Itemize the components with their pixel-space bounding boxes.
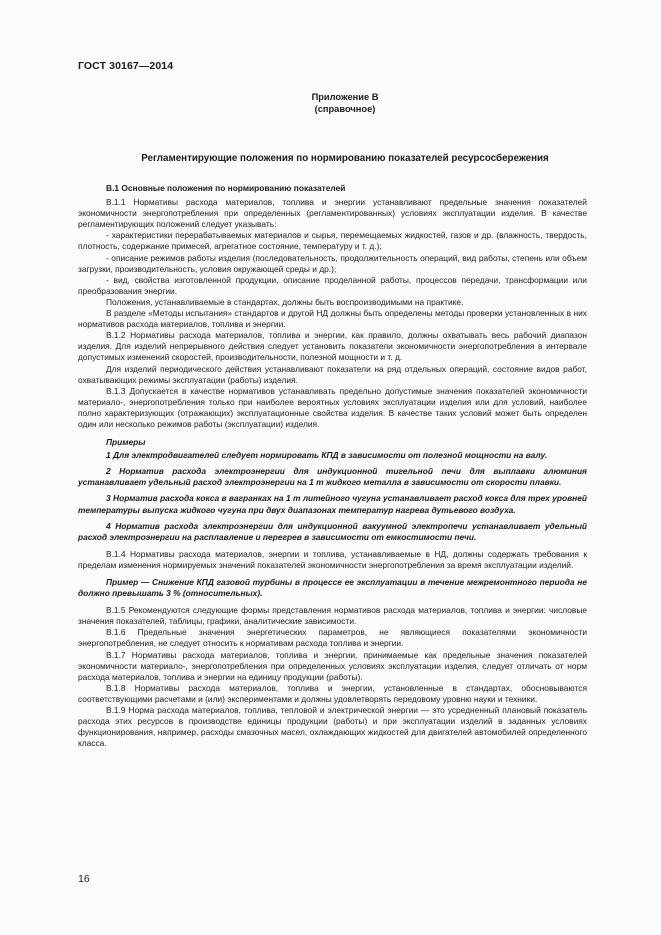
appendix-subtitle: (справочное) — [314, 104, 376, 114]
appendix-title: Приложение В — [311, 92, 379, 102]
paragraph: В.1.9 Норма расхода материалов, топлива, тепловой и электрической энергии — это усредненный плановый показатель расхода этих ресурсов в производстве единицы продукции (работы) и при эксплуатации изделий в заданных условиях функционирования, например, расходы смазочных масел, охлаждающих жидкостей для двигателей автомобилей определенного класса. — [78, 705, 587, 749]
example-item: 2 Норматив расхода электроэнергии для индукционной тигельной печи для выплавки алюминия устанавливает удельный расход электроэнергии на 1 т жидкого металла в зависимости от скорости плавки. — [78, 466, 587, 488]
body-text — [78, 183, 587, 749]
paragraph: В.1.2 Нормативы расхода материалов, топлива и энергии, как правило, должны охватывать весь рабочий диапазон изделия. Для изделий непрерывного действия следует установить показатели экономичности энергопотребления в интервале допустимых изменений скоростей, производительности, полезной мощности и т. д. — [78, 330, 587, 363]
list-item: - описание режимов работы изделия (последовательность, продолжительность операций, вид работы, степень или объем загрузки, производительность, условия окружающей среды и др.); — [78, 252, 587, 274]
document-code: ГОСТ 30167—2014 — [78, 60, 174, 72]
paragraph: В.1.8 Нормативы расхода материалов, топлива и энергии, установленные в стандартах, обосновываются соответствующими расчетами и (или) экспериментами и должны удовлетворять передовому уровню науки и техники. — [78, 682, 587, 704]
appendix-block — [0, 91, 661, 115]
section-heading: В.1 Основные положения по нормированию показателей — [106, 183, 346, 193]
paragraph: Для изделий периодического действия устанавливают показатели на ряд отдельных операций, состояние видов работ, охватывающих режимы эксплуатации (работы) изделия. — [78, 363, 587, 385]
example-item: 1 Для электродвигателей следует нормировать КПД в зависимости от полезной мощности на валу. — [106, 450, 548, 461]
appendix-heading: Регламентирующие положения по нормированию показателей ресурсосбережения — [141, 153, 549, 164]
paragraph: В.1.1 Нормативы расхода материалов, топлива и энергии устанавливают предельные значения показателей экономичности энергопотребления при определенных (регламентированных) условиях эксплуатации изделия. В качестве регламентирующих положений следует указывать: — [78, 197, 587, 230]
paragraph: В разделе «Методы испытания» стандартов и другой НД должны быть определены методы проверки установленных в них нормативов расхода материалов, топлива и энергии. — [78, 308, 587, 330]
paragraph: В.1.4 Нормативы расхода материалов, энергии и топлива, устанавливаемые в НД, должны содержать требования к пределам изменения нормируемых значений показателей экономичности энергопотребления за время эксплуатации изделий. — [78, 548, 587, 570]
example-note: Пример — Снижение КПД газовой турбины в процессе ее эксплуатации в течение межремонтного периода не должно превышать 3 % (относительных). — [78, 577, 587, 599]
paragraph: В.1.7 Нормативы расхода материалов, топлива и энергии, принимаемые как предельные значения показателей экономичности материало-, энергопотребления при определенных условиях эксплуатации изделия, следует отличать от норм расхода материалов, топлива и энергии на единицу продукции (работы). — [78, 649, 587, 682]
examples-heading: Примеры — [106, 437, 146, 448]
paragraph: Положения, устанавливаемые в стандартах, должны быть воспроизводимыми на практике. — [106, 296, 464, 307]
list-item: - характеристики перерабатываемых материалов и сырья, перемещаемых жидкостей, газов и др. (влажность, твердость, плотность, содержание примесей, агрегатное состояние, температуру и т. д.); — [78, 230, 587, 252]
paragraph: В.1.5 Рекомендуются следующие формы представления нормативов расхода материалов, топлива и энергии: числовые значения показателей, таблицы, графики, аналитические зависимости. — [78, 605, 587, 627]
page-number: 16 — [78, 873, 90, 885]
example-item: 3 Норматив расхода кокса в вагранках на 1 т литейного чугуна устанавливает расход кокса для трех уровней температуры выпуска жидкого чугуна при двух диапазонах температур нагрева дутьевого воздуха. — [78, 493, 587, 515]
example-item: 4 Норматив расхода электроэнергии для индукционной вакуумной электропечи устанавливает удельный расход электроэнергии на расплавление и перегрев в зависимости от емкостимости печи. — [78, 520, 587, 542]
paragraph: В.1.6 Предельные значения энергетических параметров, не являющиеся показателями экономичности энергопотребления, не следует относить к нормативам расхода топлива и энергии. — [78, 627, 587, 649]
list-item: - вид, свойства изготовленной продукции, описание проделанной работы, процессов передачи, трансформации или преобразования энергии. — [78, 274, 587, 296]
paragraph: В.1.3 Допускается в качестве нормативов устанавливать предельно допустимые значения показателей экономичности материало-, энергопотребления только при наиболее вероятных условиях эксплуатации изделия или для условий, наиболее полно характеризующих (отражающих) эксплуатационные свойства изделия. В качестве таких условий может быть определен один или несколько режимов работы (эксплуатации) изделия. — [78, 385, 587, 429]
